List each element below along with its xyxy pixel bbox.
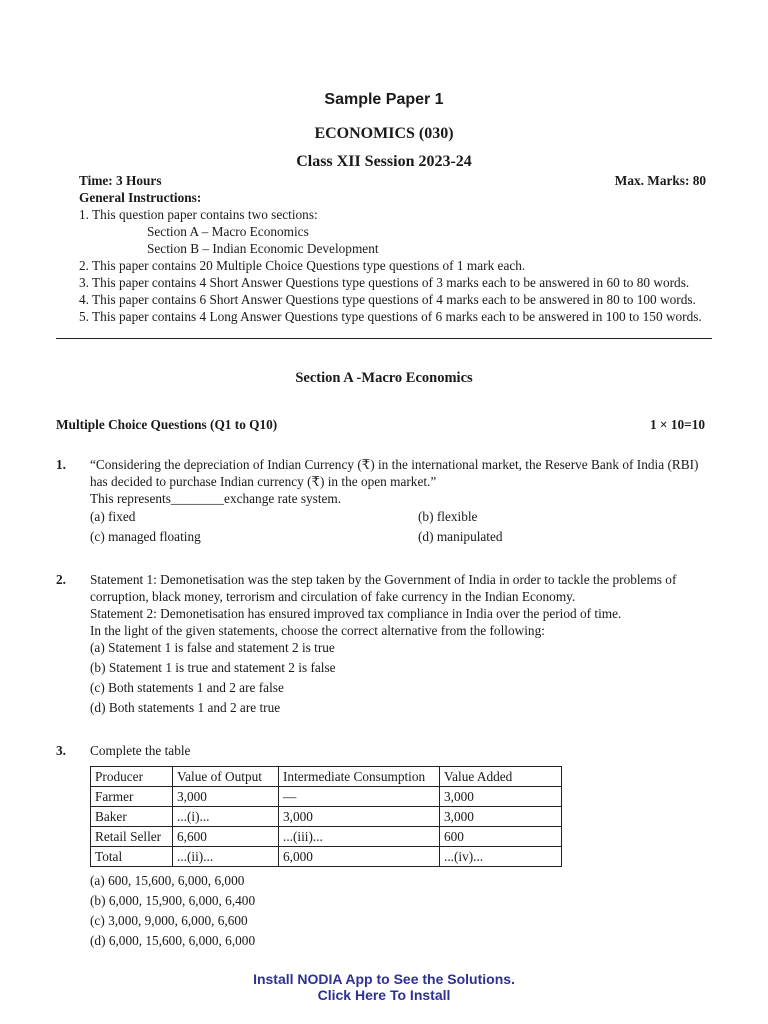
table-cell: Retail Seller xyxy=(91,827,173,847)
table-cell: 3,000 xyxy=(440,807,562,827)
mcq-marks: 1 × 10=10 xyxy=(649,417,705,432)
question-number: 1. xyxy=(56,457,66,472)
divider xyxy=(56,338,712,339)
instruction-section-b: Section B – Indian Economic Development xyxy=(147,241,379,256)
table-header-row xyxy=(91,767,562,787)
table-row xyxy=(91,827,562,847)
q1-line1: “Considering the depreciation of Indian Currency (₹) in the international market, the Reserve Bank of India (RBI) xyxy=(90,457,699,472)
table-row xyxy=(91,807,562,827)
question-number: 2. xyxy=(56,572,66,587)
click-to-install-link[interactable]: Click Here To Install xyxy=(317,987,451,1003)
max-marks-label: Max. Marks: 80 xyxy=(614,173,706,188)
table-header-cell: Value Added xyxy=(440,767,562,787)
instructions-heading: General Instructions: xyxy=(79,190,202,205)
q1-option-a: (a) fixed xyxy=(90,509,136,524)
instruction-4: 4. This paper contains 6 Short Answer Questions type questions of 4 marks each to be answered in 80 to 100 words. xyxy=(79,292,696,307)
q1-line2: has decided to purchase Indian currency (₹) in the open market.” xyxy=(90,474,437,489)
table-cell: — xyxy=(279,787,440,807)
class-session: Class XII Session 2023-24 xyxy=(296,153,472,170)
table-cell: ...(ii)... xyxy=(173,847,279,867)
q2-option-b: (b) Statement 1 is true and statement 2 is false xyxy=(90,660,336,675)
q2-line2: corruption, black money, terrorism and circulation of fake currency in the Indian Economy. xyxy=(90,589,576,604)
q3-option-a: (a) 600, 15,600, 6,000, 6,000 xyxy=(90,873,245,888)
table-cell: 3,000 xyxy=(279,807,440,827)
q1-option-c: (c) managed floating xyxy=(90,529,201,544)
subject-title: ECONOMICS (030) xyxy=(314,125,454,142)
q2-line1: Statement 1: Demonetisation was the step taken by the Government of India in order to tackle the problems of xyxy=(90,572,677,587)
table-cell: 6,000 xyxy=(279,847,440,867)
table-cell: ...(iv)... xyxy=(440,847,562,867)
table-cell: ...(i)... xyxy=(173,807,279,827)
q3-option-d: (d) 6,000, 15,600, 6,000, 6,000 xyxy=(90,933,256,948)
q3-prompt: Complete the table xyxy=(90,743,191,758)
instruction-section-a: Section A – Macro Economics xyxy=(147,224,309,239)
table-header-cell: Producer xyxy=(91,767,173,787)
table-cell: 3,000 xyxy=(173,787,279,807)
q2-line4: In the light of the given statements, choose the correct alternative from the following: xyxy=(90,623,545,638)
q2-line3: Statement 2: Demonetisation has ensured improved tax compliance in India over the period of time. xyxy=(90,606,622,621)
table-cell: Farmer xyxy=(91,787,173,807)
table-cell: 6,600 xyxy=(173,827,279,847)
table-header-cell: Intermediate Consumption xyxy=(279,767,440,787)
table-row xyxy=(91,787,562,807)
table-row xyxy=(91,847,562,867)
q2-option-c: (c) Both statements 1 and 2 are false xyxy=(90,680,284,695)
mcq-heading: Multiple Choice Questions (Q1 to Q10) xyxy=(56,417,278,432)
instruction-3: 3. This paper contains 4 Short Answer Questions type questions of 3 marks each to be answered in 60 to 80 words. xyxy=(79,275,690,290)
q1-option-b: (b) flexible xyxy=(418,509,478,524)
q1-option-d: (d) manipulated xyxy=(418,529,503,544)
time-label: Time: 3 Hours xyxy=(79,173,162,188)
question-number: 3. xyxy=(56,743,66,758)
table-cell: 600 xyxy=(440,827,562,847)
paper-title: Sample Paper 1 xyxy=(324,91,444,108)
table-cell: ...(iii)... xyxy=(279,827,440,847)
instruction-2: 2. This paper contains 20 Multiple Choice Questions type questions of 1 mark each. xyxy=(79,258,526,273)
install-app-link[interactable]: Install NODIA App to See the Solutions. xyxy=(253,971,515,987)
q2-option-d: (d) Both statements 1 and 2 are true xyxy=(90,700,281,715)
table-cell: Baker xyxy=(91,807,173,827)
q1-line3: This represents________exchange rate system. xyxy=(90,491,342,506)
value-added-table xyxy=(90,766,562,867)
q3-option-c: (c) 3,000, 9,000, 6,000, 6,600 xyxy=(90,913,248,928)
table-header-cell: Value of Output xyxy=(173,767,279,787)
q3-option-b: (b) 6,000, 15,900, 6,000, 6,400 xyxy=(90,893,256,908)
q2-option-a: (a) Statement 1 is false and statement 2 is true xyxy=(90,640,335,655)
table-cell: Total xyxy=(91,847,173,867)
table-cell: 3,000 xyxy=(440,787,562,807)
section-title: Section A -Macro Economics xyxy=(295,370,473,386)
instruction-1: 1. This question paper contains two sections: xyxy=(79,207,318,222)
instruction-5: 5. This paper contains 4 Long Answer Questions type questions of 6 marks each to be answered in 100 to 150 words. xyxy=(79,309,702,324)
